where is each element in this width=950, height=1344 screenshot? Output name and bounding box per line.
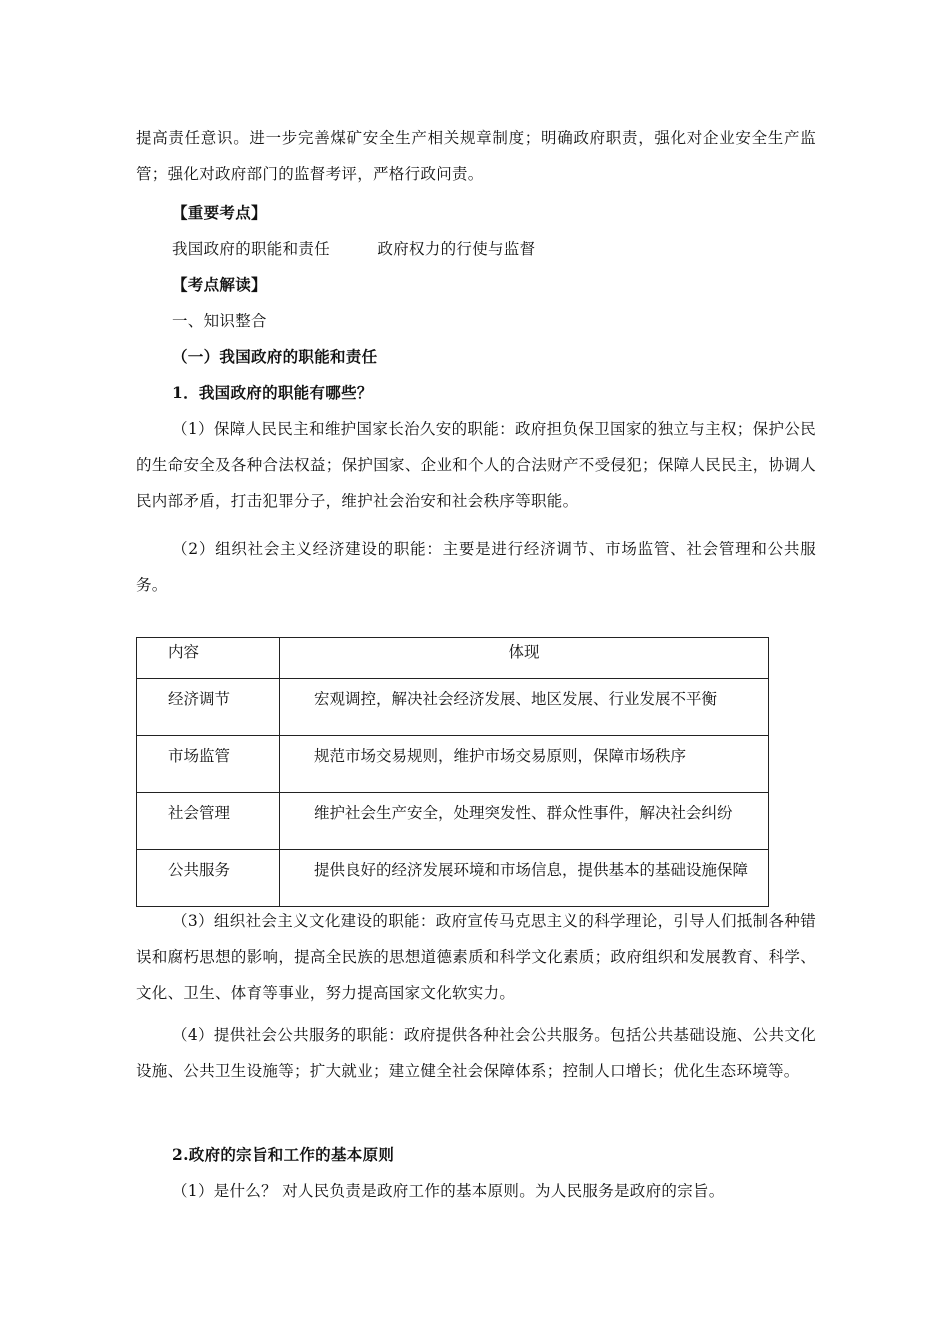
- section-knowledge: 一、知识整合: [172, 312, 267, 330]
- table-cell-description: 提供良好的经济发展环境和市场信息，提供基本的基础设施保障: [280, 850, 769, 907]
- table-cell-description: 维护社会生产安全，处理突发性、群众性事件，解决社会纠纷: [280, 793, 769, 850]
- table-row: [137, 793, 769, 850]
- table-row: [137, 736, 769, 793]
- table-row: [137, 850, 769, 907]
- key-points-text: 我国政府的职能和责任 政府权力的行使与监督: [172, 240, 536, 258]
- function-3: （3）组织社会主义文化建设的职能：政府宣传马克思主义的科学理论，引导人们抵制各种错误和腐朽思想的影响，提高全民族的思想道德素质和科学文化素质；政府组织和发展教育、科学、文化、卫生、体育等事业，努力提高国家文化软实力。: [136, 912, 816, 1002]
- functions-table: [136, 637, 769, 907]
- section-functions-title: （一）我国政府的职能和责任: [172, 347, 378, 366]
- function-2: （2）组织社会主义经济建设的职能：主要是进行经济调节、市场监管、社会管理和公共服务。: [136, 540, 816, 594]
- table-cell-category: 市场监管: [137, 736, 280, 793]
- answer-1: （1）是什么？ 对人民负责是政府工作的基本原则。为人民服务是政府的宗旨。: [172, 1182, 725, 1200]
- paragraph-intro: 提高责任意识。进一步完善煤矿安全生产相关规章制度；明确政府职责，强化对企业安全生产监管；强化对政府部门的监督考评，严格行政问责。: [136, 129, 816, 183]
- table-header-row: [137, 638, 769, 679]
- table-header-content: 内容: [137, 638, 280, 679]
- table-cell-category: 公共服务: [137, 850, 280, 907]
- question-2: 2.政府的宗旨和工作的基本原则: [172, 1145, 395, 1164]
- table-header-manifestation: 体现: [280, 638, 769, 679]
- table-row: [137, 679, 769, 736]
- table-cell-description: 宏观调控，解决社会经济发展、地区发展、行业发展不平衡: [280, 679, 769, 736]
- heading-key-points: 【重要考点】: [172, 203, 267, 222]
- function-4: （4）提供社会公共服务的职能：政府提供各种社会公共服务。包括公共基础设施、公共文化设施、公共卫生设施等；扩大就业；建立健全社会保障体系；控制人口增长；优化生态环境等。: [136, 1026, 816, 1080]
- function-1: （1）保障人民民主和维护国家长治久安的职能：政府担负保卫国家的独立与主权；保护公民的生命安全及各种合法权益；保护国家、企业和个人的合法财产不受侵犯；保障人民民主，协调人民内部矛盾，打击犯罪分子，维护社会治安和社会秩序等职能。: [136, 420, 816, 510]
- table-cell-category: 经济调节: [137, 679, 280, 736]
- table-cell-description: 规范市场交易规则，维护市场交易原则，保障市场秩序: [280, 736, 769, 793]
- question-1: 1．我国政府的职能有哪些？: [172, 383, 373, 402]
- heading-explanation: 【考点解读】: [172, 275, 267, 294]
- table-cell-category: 社会管理: [137, 793, 280, 850]
